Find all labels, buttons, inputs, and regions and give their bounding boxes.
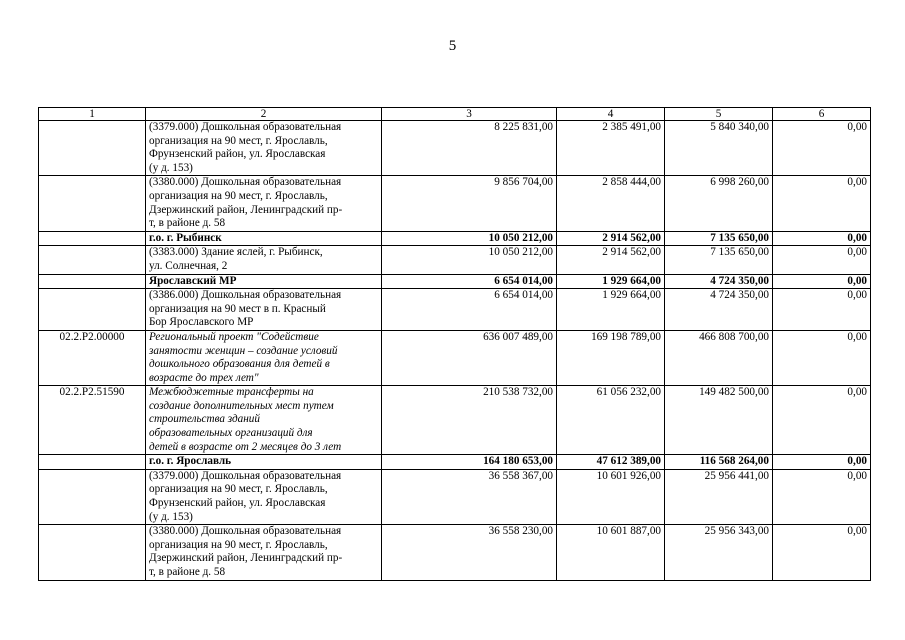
amount-cell-c5: 149 482 500,00 [665, 386, 773, 455]
table-row [39, 330, 871, 385]
budget-code-cell [39, 176, 146, 231]
amount-cell-c3: 6 654 014,00 [382, 274, 557, 289]
item-name-line: Бор Ярославского МР [149, 316, 254, 329]
item-name-line: г.о. г. Рыбинск [149, 231, 222, 244]
item-name-line: организация на 90 мест, г. Ярославль, [149, 538, 328, 551]
table-row [39, 525, 871, 580]
item-name-line: т, в районе д. 58 [149, 217, 226, 230]
item-name-line: Дзержинский район, Ленинградский пр- [149, 203, 343, 216]
amount-cell-c3: 10 050 212,00 [382, 231, 557, 246]
amount-cell-c5: 466 808 700,00 [665, 330, 773, 385]
budget-code-cell [39, 274, 146, 289]
item-name-line: организация на 90 мест в п. Красный [149, 302, 326, 315]
item-name-line: (3379.000) Дошкольная образовательная [149, 469, 342, 482]
column-header: 2 [146, 108, 382, 121]
table-row [39, 176, 871, 231]
table-row [39, 469, 871, 524]
table-row [39, 455, 871, 470]
budget-code-cell [39, 455, 146, 470]
amount-cell-c3: 164 180 653,00 [382, 455, 557, 470]
item-name-line: организация на 90 мест, г. Ярославль, [149, 189, 328, 202]
amount-cell-c3: 36 558 367,00 [382, 469, 557, 524]
budget-code-cell: 02.2.P2.51590 [39, 386, 146, 455]
amount-cell-c6: 0,00 [773, 231, 871, 246]
item-name-line: г.о. г. Ярославль [149, 455, 232, 468]
item-name-line: (3386.000) Дошкольная образовательная [149, 289, 342, 302]
item-name-cell [146, 121, 382, 176]
amount-cell-c5: 4 724 350,00 [665, 274, 773, 289]
column-header: 5 [665, 108, 773, 121]
item-name-line: (у д. 153) [149, 161, 193, 174]
item-name-line: (3379.000) Дошкольная образовательная [149, 121, 342, 133]
amount-cell-c5: 5 840 340,00 [665, 121, 773, 176]
amount-cell-c4: 169 198 789,00 [557, 330, 665, 385]
item-name-line: (3380.000) Дошкольная образовательная [149, 525, 342, 538]
item-name-cell [146, 455, 382, 470]
amount-cell-c5: 7 135 650,00 [665, 231, 773, 246]
amount-cell-c5: 25 956 441,00 [665, 469, 773, 524]
item-name-line: образовательных организаций для [149, 427, 313, 440]
item-name-cell [146, 525, 382, 580]
item-name-line: организация на 90 мест, г. Ярославль, [149, 134, 328, 147]
amount-cell-c3: 8 225 831,00 [382, 121, 557, 176]
item-name-cell [146, 246, 382, 274]
column-number-row [39, 108, 871, 121]
item-name-line: Ярославский МР [149, 274, 237, 287]
amount-cell-c6: 0,00 [773, 121, 871, 176]
amount-cell-c6: 0,00 [773, 246, 871, 274]
amount-cell-c6: 0,00 [773, 289, 871, 331]
amount-cell-c3: 6 654 014,00 [382, 289, 557, 331]
item-name-line: дошкольного образования для детей в [149, 358, 330, 371]
amount-cell-c5: 116 568 264,00 [665, 455, 773, 470]
item-name-line: Фрунзенский район, ул. Ярославская [149, 497, 326, 510]
item-name-line: (3380.000) Дошкольная образовательная [149, 176, 342, 189]
amount-cell-c4: 10 601 926,00 [557, 469, 665, 524]
amount-cell-c4: 2 858 444,00 [557, 176, 665, 231]
amount-cell-c6: 0,00 [773, 176, 871, 231]
item-name-cell [146, 330, 382, 385]
table-row [39, 121, 871, 176]
amount-cell-c4: 10 601 887,00 [557, 525, 665, 580]
page-number: 5 [448, 38, 457, 54]
item-name-line: (3383.000) Здание яслей, г. Рыбинск, [149, 246, 323, 259]
budget-code-cell [39, 525, 146, 580]
amount-cell-c3: 210 538 732,00 [382, 386, 557, 455]
column-header: 4 [557, 108, 665, 121]
amount-cell-c6: 0,00 [773, 469, 871, 524]
amount-cell-c4: 61 056 232,00 [557, 386, 665, 455]
item-name-line: ул. Солнечная, 2 [149, 259, 228, 272]
table-row [39, 274, 871, 289]
amount-cell-c6: 0,00 [773, 330, 871, 385]
amount-cell-c4: 47 612 389,00 [557, 455, 665, 470]
item-name-line: детей в возрасте от 2 месяцев до 3 лет [149, 440, 342, 453]
amount-cell-c5: 25 956 343,00 [665, 525, 773, 580]
amount-cell-c4: 1 929 664,00 [557, 289, 665, 331]
item-name-line: т, в районе д. 58 [149, 566, 226, 578]
item-name-line: Межбюджетные трансферты на [149, 386, 314, 399]
amount-cell-c3: 636 007 489,00 [382, 330, 557, 385]
amount-cell-c5: 4 724 350,00 [665, 289, 773, 331]
amount-cell-c3: 9 856 704,00 [382, 176, 557, 231]
amount-cell-c4: 2 385 491,00 [557, 121, 665, 176]
item-name-line: организация на 90 мест, г. Ярославль, [149, 483, 328, 496]
budget-table [38, 107, 871, 581]
column-header: 1 [39, 108, 146, 121]
table-row [39, 231, 871, 246]
amount-cell-c3: 10 050 212,00 [382, 246, 557, 274]
amount-cell-c4: 2 914 562,00 [557, 246, 665, 274]
amount-cell-c3: 36 558 230,00 [382, 525, 557, 580]
item-name-line: строительства зданий [149, 413, 260, 426]
table-row [39, 289, 871, 331]
amount-cell-c6: 0,00 [773, 455, 871, 470]
item-name-cell [146, 469, 382, 524]
table-row [39, 386, 871, 455]
item-name-cell [146, 274, 382, 289]
item-name-cell [146, 231, 382, 246]
column-header: 3 [382, 108, 557, 121]
amount-cell-c6: 0,00 [773, 525, 871, 580]
item-name-line: занятости женщин – создание условий [149, 344, 338, 357]
budget-code-cell [39, 121, 146, 176]
amount-cell-c6: 0,00 [773, 274, 871, 289]
column-header: 6 [773, 108, 871, 121]
budget-code-cell [39, 289, 146, 331]
item-name-line: создание дополнительных мест путем [149, 399, 334, 412]
amount-cell-c5: 7 135 650,00 [665, 246, 773, 274]
amount-cell-c6: 0,00 [773, 386, 871, 455]
amount-cell-c4: 1 929 664,00 [557, 274, 665, 289]
budget-code-cell [39, 246, 146, 274]
table-body [39, 121, 871, 581]
budget-code-cell [39, 231, 146, 246]
amount-cell-c4: 2 914 562,00 [557, 231, 665, 246]
item-name-line: возрасте до трех лет" [149, 371, 259, 384]
item-name-line: (у д. 153) [149, 510, 193, 523]
budget-code-cell [39, 469, 146, 524]
item-name-line: Дзержинский район, Ленинградский пр- [149, 552, 343, 565]
item-name-line: Фрунзенский район, ул. Ярославская [149, 148, 326, 161]
item-name-cell [146, 289, 382, 331]
budget-code-cell: 02.2.P2.00000 [39, 330, 146, 385]
item-name-line: Региональный проект "Содействие [149, 330, 319, 343]
item-name-cell [146, 386, 382, 455]
table-row [39, 246, 871, 274]
item-name-cell [146, 176, 382, 231]
amount-cell-c5: 6 998 260,00 [665, 176, 773, 231]
